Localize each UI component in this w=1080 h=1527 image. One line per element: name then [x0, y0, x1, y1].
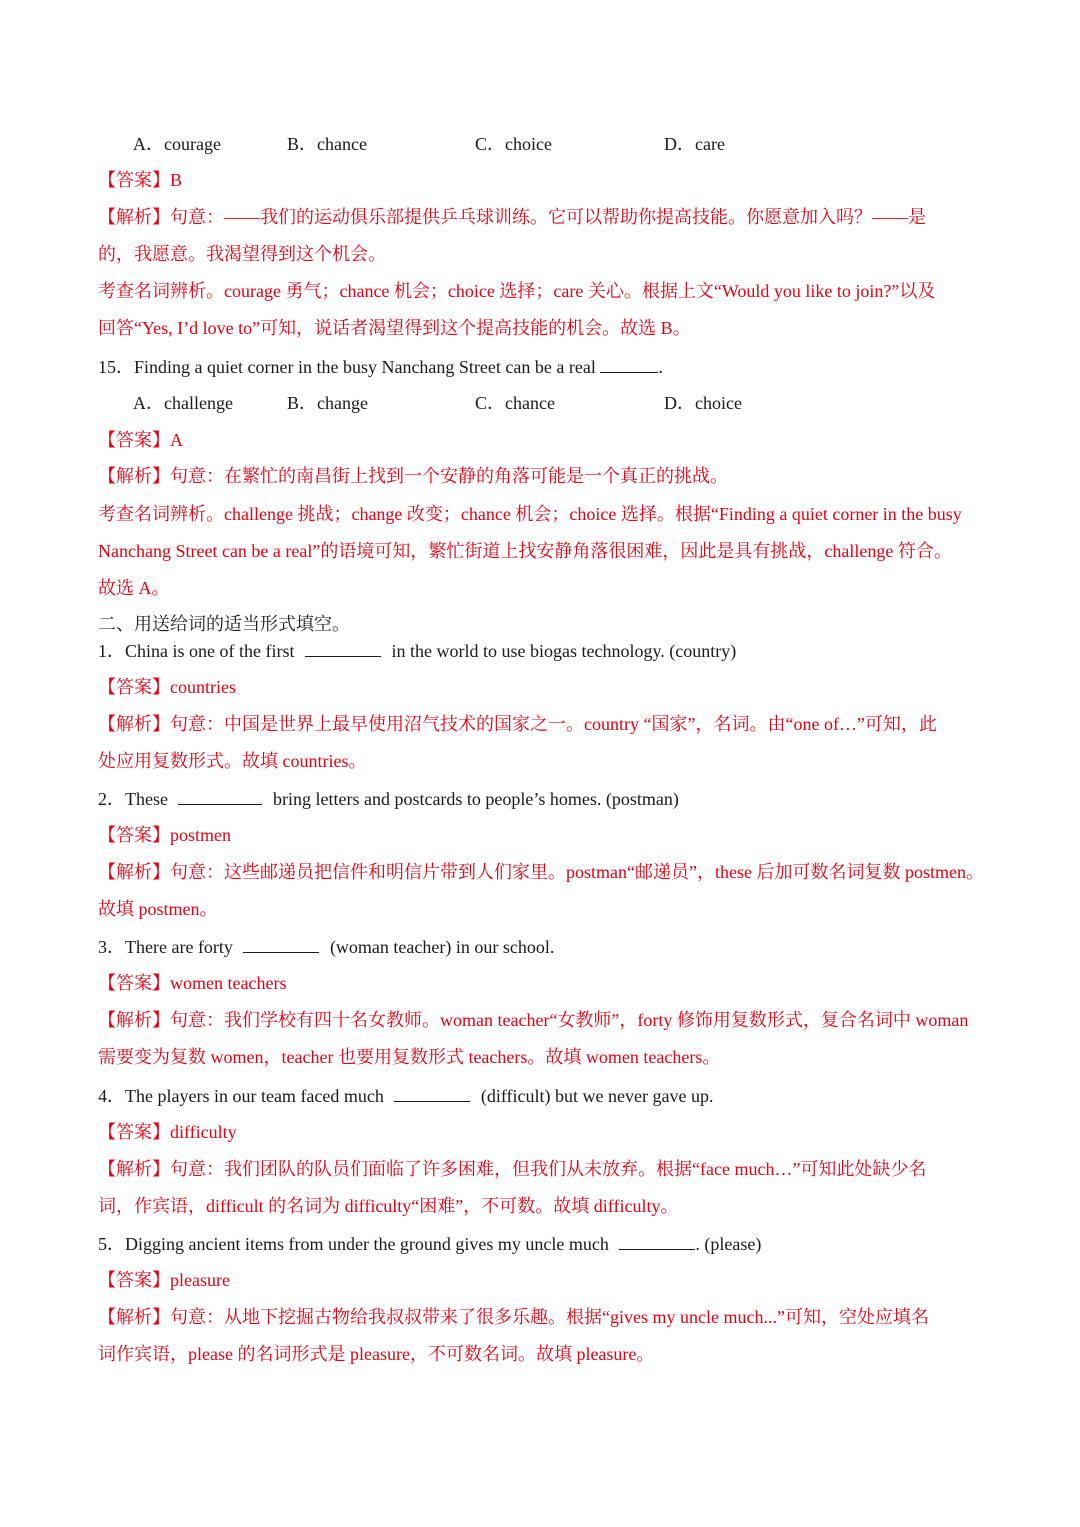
q14-option-d: D．care	[664, 134, 725, 154]
item-1-analysis-line: 【解析】句意：中国是世界上最早使用沼气技术的国家之一。country “国家”，名词。由“one of…”可知，此	[98, 714, 937, 734]
answer-blank	[243, 934, 319, 953]
answer-blank	[619, 1231, 695, 1250]
q15-stem	[98, 354, 988, 379]
q14-analysis-line: 【解析】句意：——我们的运动俱乐部提供乒乓球训练。它可以帮助你提高技能。你愿意加入吗？——是	[98, 207, 926, 227]
q15-analysis-line: Nanchang Street can be a real”的语境可知，繁忙街道上找安静角落很困难，因此是具有挑战，challenge 符合。	[98, 541, 952, 561]
q15-stem-text: 15．Finding a quiet corner in the busy Nanchang Street can be a real	[98, 357, 596, 377]
item-2-pre: 2．These	[98, 789, 168, 809]
item-5-analysis-line: 词作宾语，please 的名词形式是 pleasure，不可数名词。故填 pleasure。	[98, 1344, 655, 1364]
item-4-analysis-line: 词，作宾语，difficult 的名词为 difficulty“困难”，不可数。故填 difficulty。	[98, 1196, 679, 1216]
q14-option-c: C．choice	[475, 134, 552, 154]
item-5-post: . (please)	[695, 1234, 762, 1254]
q15-option-c: C．chance	[475, 393, 555, 413]
item-3-post: (woman teacher) in our school.	[329, 937, 555, 957]
q15-stem-end: .	[658, 357, 663, 377]
item-5-answer: 【答案】pleasure	[98, 1270, 230, 1290]
answer-blank	[394, 1083, 470, 1102]
item-2-question	[98, 786, 988, 811]
item-3-answer: 【答案】women teachers	[98, 973, 287, 993]
q15-option-d: D．choice	[664, 393, 742, 413]
item-2-analysis-line: 故填 postmen。	[98, 899, 218, 919]
item-2-answer: 【答案】postmen	[98, 825, 231, 845]
item-5-question	[98, 1231, 988, 1256]
answer-blank	[305, 638, 381, 657]
q15-analysis-line: 故选 A。	[98, 578, 170, 598]
item-2-analysis-line: 【解析】句意：这些邮递员把信件和明信片带到人们家里。postman“邮递员”，these 后加可数名词复数 postmen。	[98, 862, 984, 882]
q14-analysis-line: 的，我愿意。我渴望得到这个机会。	[98, 244, 386, 264]
item-5-analysis-line: 【解析】句意：从地下挖掘古物给我叔叔带来了很多乐趣。根据“gives my uncle much...”可知，空处应填名	[98, 1307, 929, 1327]
q14-analysis-line: 回答“Yes, I’d love to”可知，说话者渴望得到这个提高技能的机会。故选 B。	[98, 318, 691, 338]
item-5-pre: 5．Digging ancient items from under the ground gives my uncle much	[98, 1234, 609, 1254]
q15-answer: 【答案】A	[98, 430, 183, 450]
answer-blank	[178, 786, 262, 805]
item-4-question	[98, 1083, 988, 1108]
section-heading: 二、用送给词的适当形式填空。	[98, 614, 350, 634]
item-3-pre: 3．There are forty	[98, 937, 233, 957]
item-3-analysis-line: 需要变为复数 women，teacher 也要用复数形式 teachers。故填 women teachers。	[98, 1047, 721, 1067]
q15-analysis-line: 【解析】句意：在繁忙的南昌街上找到一个安静的角落可能是一个真正的挑战。	[98, 466, 728, 486]
item-3-analysis-line: 【解析】句意：我们学校有四十名女教师。woman teacher“女教师”，forty 修饰用复数形式，复合名词中 woman	[98, 1010, 969, 1030]
item-2-post: bring letters and postcards to people’s homes. (postman)	[272, 789, 679, 809]
item-4-analysis-line: 【解析】句意：我们团队的队员们面临了许多困难，但我们从未放弃。根据“face much…”可知此处缺少名	[98, 1159, 927, 1179]
q15-option-a: A．challenge	[133, 393, 233, 413]
item-1-question	[98, 638, 988, 663]
q14-answer: 【答案】B	[98, 170, 183, 190]
item-1-post: in the world to use biogas technology. (country)	[391, 641, 737, 661]
q14-option-a: A．courage	[133, 134, 221, 154]
item-4-post: (difficult) but we never gave up.	[480, 1086, 714, 1106]
q15-option-b: B．change	[287, 393, 368, 413]
item-3-question	[98, 934, 988, 959]
q15-analysis-line: 考查名词辨析。challenge 挑战；change 改变；chance 机会；choice 选择。根据“Finding a quiet corner in the busy	[98, 504, 962, 524]
item-1-answer: 【答案】countries	[98, 677, 236, 697]
q14-option-b: B．chance	[287, 134, 367, 154]
item-4-pre: 4．The players in our team faced much	[98, 1086, 384, 1106]
q14-analysis-line: 考查名词辨析。courage 勇气；chance 机会；choice 选择；care 关心。根据上文“Would you like to join?”以及	[98, 281, 936, 301]
item-1-pre: 1．China is one of the first	[98, 641, 295, 661]
answer-blank	[600, 354, 658, 373]
item-1-analysis-line: 处应用复数形式。故填 countries。	[98, 751, 367, 771]
item-4-answer: 【答案】difficulty	[98, 1122, 237, 1142]
